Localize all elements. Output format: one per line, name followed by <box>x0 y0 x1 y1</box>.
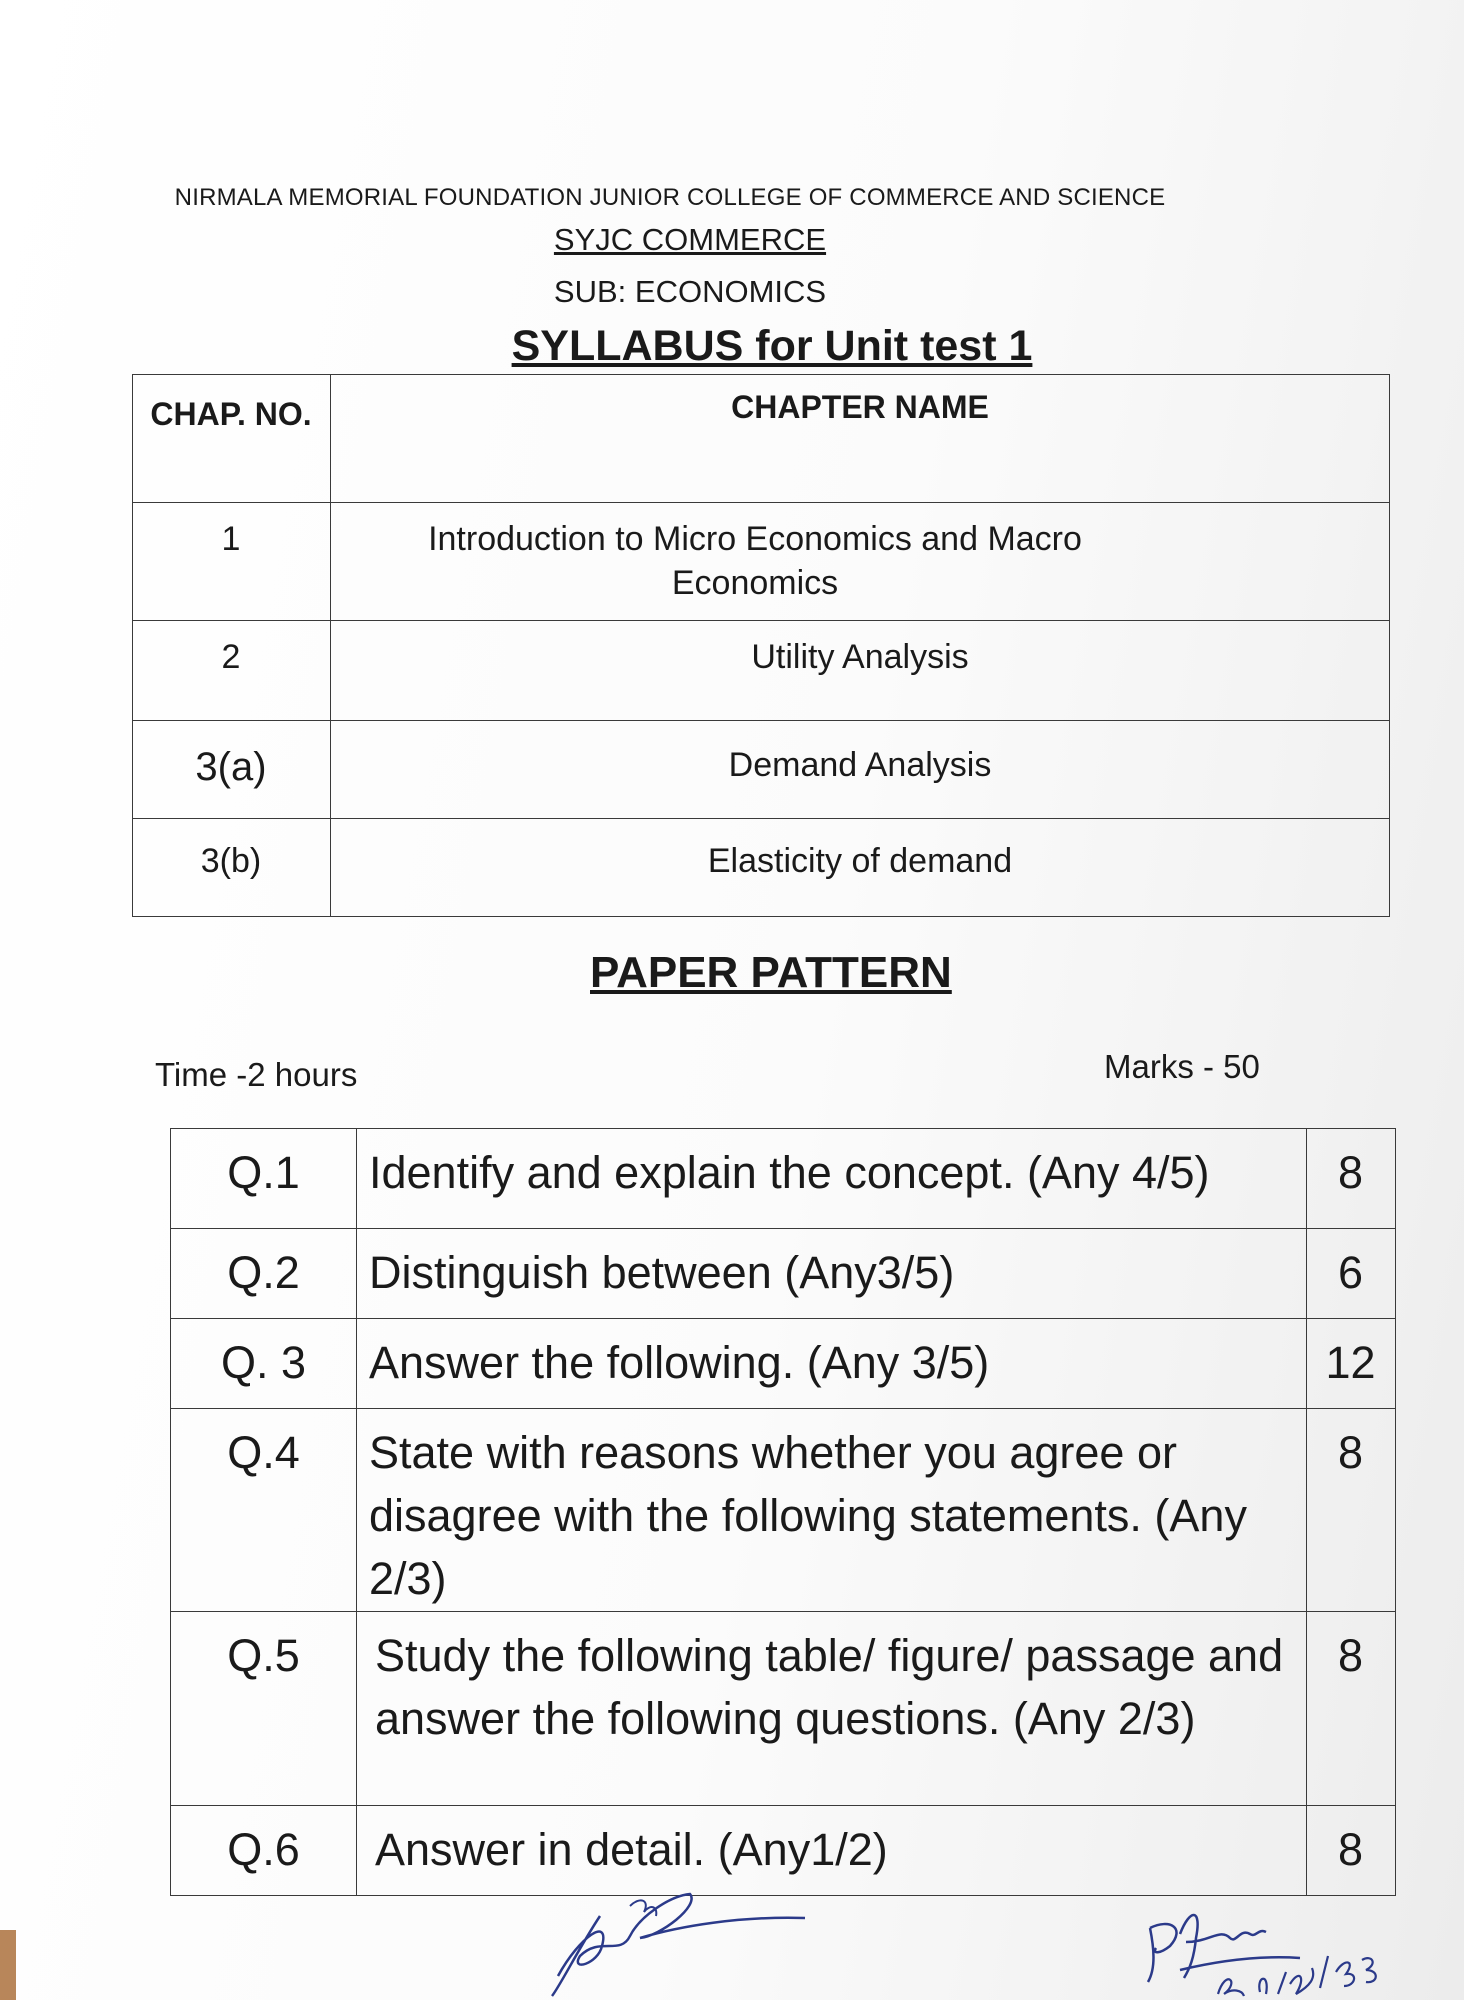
chapter-name: Utility Analysis <box>331 621 1390 721</box>
table-row <box>133 503 1390 621</box>
syllabus-table <box>132 374 1390 917</box>
principal-signature <box>1140 1898 1405 2000</box>
chapter-name: Elasticity of demand <box>331 819 1390 917</box>
page-edge-background <box>0 1930 16 2000</box>
question-text: Answer in detail. (Any1/2) <box>357 1806 1307 1896</box>
syllabus-title: SYLLABUS for Unit test 1 <box>511 322 1033 370</box>
question-marks: 8 <box>1307 1409 1396 1612</box>
paper-pattern-table <box>170 1128 1396 1896</box>
question-text: State with reasons whether you agree or disagree with the following statements. (Any 2/3) <box>357 1409 1307 1612</box>
table-row <box>171 1612 1396 1806</box>
table-row <box>133 819 1390 917</box>
chapter-no-header: CHAP. NO. <box>133 375 331 503</box>
question-text: Distinguish between (Any3/5) <box>357 1229 1307 1319</box>
chapter-no: 1 <box>133 503 331 621</box>
chapter-no: 3(a) <box>133 721 331 819</box>
chapter-name-header: CHAPTER NAME <box>331 375 1390 503</box>
table-header-row <box>133 375 1390 503</box>
college-name: NIRMALA MEMORIAL FOUNDATION JUNIOR COLLEGE OF COMMERCE AND SCIENCE <box>174 184 1166 211</box>
table-row <box>133 621 1390 721</box>
question-marks: 8 <box>1307 1129 1396 1229</box>
question-text: Answer the following. (Any 3/5) <box>357 1319 1307 1409</box>
question-marks: 12 <box>1307 1319 1396 1409</box>
question-number: Q.5 <box>171 1612 357 1806</box>
question-number: Q.1 <box>171 1129 357 1229</box>
time-label: Time -2 hours <box>155 1056 358 1093</box>
teacher-signature <box>540 1876 820 2000</box>
chapter-name: Introduction to Micro Economics and Macro Economics <box>331 503 1390 621</box>
question-text: Study the following table/ figure/ passage and answer the following questions. (Any 2/3) <box>357 1612 1307 1806</box>
table-row <box>171 1319 1396 1409</box>
question-marks: 6 <box>1307 1229 1396 1319</box>
subject-name: SUB: ECONOMICS <box>553 274 827 309</box>
question-marks: 8 <box>1307 1612 1396 1806</box>
chapter-no: 3(b) <box>133 819 331 917</box>
question-text: Identify and explain the concept. (Any 4/5) <box>357 1129 1307 1229</box>
question-marks: 8 <box>1307 1806 1396 1896</box>
marks-label: Marks - 50 <box>1104 1048 1260 1085</box>
paper-pattern-heading: PAPER PATTERN <box>590 948 952 997</box>
question-number: Q.4 <box>171 1409 357 1612</box>
chapter-name: Demand Analysis <box>331 721 1390 819</box>
table-row <box>133 721 1390 819</box>
question-number: Q.2 <box>171 1229 357 1319</box>
table-row <box>171 1129 1396 1229</box>
class-name: SYJC COMMERCE <box>553 222 827 257</box>
question-number: Q. 3 <box>171 1319 357 1409</box>
table-row <box>171 1409 1396 1612</box>
chapter-no: 2 <box>133 621 331 721</box>
table-row <box>171 1229 1396 1319</box>
question-number: Q.6 <box>171 1806 357 1896</box>
